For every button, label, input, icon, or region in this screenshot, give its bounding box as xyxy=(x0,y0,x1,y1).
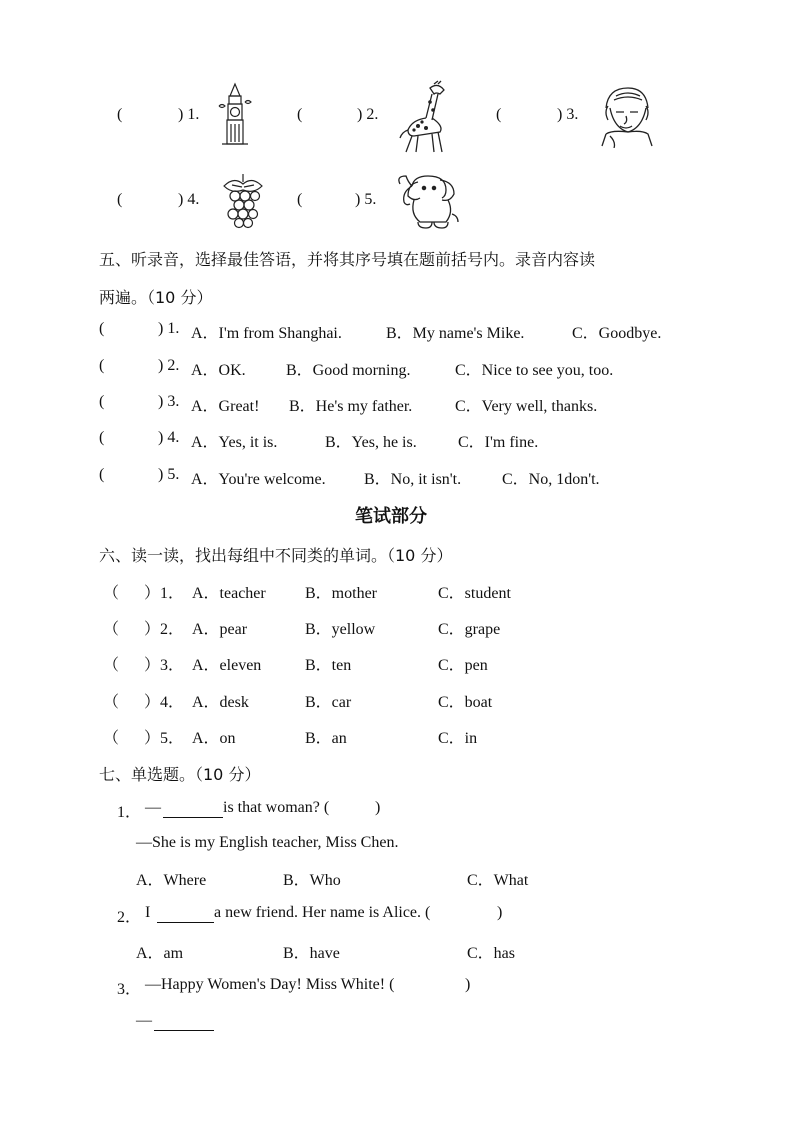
option-a: A．on xyxy=(192,730,236,747)
section-7-heading: 七、单选题。（10 分） xyxy=(99,765,261,784)
answer-paren-open: （ xyxy=(103,657,120,674)
dash: — xyxy=(145,799,161,816)
item-number: ) 4. xyxy=(158,429,180,446)
answer-paren-open: ( xyxy=(99,429,105,446)
answer-paren-close: ) xyxy=(375,799,381,816)
option-a: A．desk xyxy=(192,694,249,711)
option-a: A．pear xyxy=(192,621,248,638)
item-number: ）1． xyxy=(144,585,185,602)
option-b: B．No, it isn't. xyxy=(364,471,462,488)
option-c: C．Very well, thanks. xyxy=(455,398,598,415)
answer-paren-open: （ xyxy=(103,621,120,638)
option-c: C．What xyxy=(467,872,529,889)
question-number: 3． xyxy=(117,981,142,998)
answer-paren-open: ( xyxy=(99,466,105,483)
option-c: C．pen xyxy=(438,657,488,674)
option-c: C．in xyxy=(438,730,478,747)
option-c: C．No, 1don't. xyxy=(502,471,600,488)
giraffe-icon xyxy=(398,80,450,154)
item-number: ）4． xyxy=(144,694,185,711)
item-number: ) 5. xyxy=(158,466,180,483)
option-b: B．Good morning. xyxy=(286,362,411,379)
option-a: A．I'm from Shanghai. xyxy=(191,325,342,342)
option-b: B．mother xyxy=(305,585,377,602)
item-number: ) 4. xyxy=(178,191,200,208)
option-a: A．eleven xyxy=(192,657,262,674)
item-number: ）3． xyxy=(144,657,185,674)
question-text: I xyxy=(145,904,151,921)
option-c: C．boat xyxy=(438,694,493,711)
option-c: C．student xyxy=(438,585,511,602)
answer-paren-close: ) xyxy=(465,976,471,993)
question-text: a new friend. Her name is Alice. ( xyxy=(214,904,431,921)
question-text: is that woman? ( xyxy=(223,799,330,816)
option-c: C．Nice to see you, too. xyxy=(455,362,614,379)
question-text: —Happy Women's Day! Miss White! ( xyxy=(145,976,395,993)
option-b: B．an xyxy=(305,730,347,747)
answer-paren-open: ( xyxy=(117,106,123,123)
elephant-icon xyxy=(396,174,462,232)
answer-paren-open: ( xyxy=(117,191,123,208)
answer-paren-close: ) xyxy=(497,904,503,921)
answer-paren-open: （ xyxy=(103,694,120,711)
option-a: A．Yes, it is. xyxy=(191,434,278,451)
option-a: A．OK. xyxy=(191,362,246,379)
question-number: 1． xyxy=(117,804,142,821)
answer-paren-open: ( xyxy=(99,320,105,337)
option-b: B．yellow xyxy=(305,621,376,638)
answer-paren-open: ( xyxy=(496,106,502,123)
item-number: ) 3. xyxy=(158,393,180,410)
option-b: B．ten xyxy=(305,657,352,674)
option-b: B．have xyxy=(283,945,340,962)
section-6-heading: 六、读一读，找出每组中不同类的单词。（10 分） xyxy=(99,546,453,565)
answer-paren-open: （ xyxy=(103,730,120,747)
item-number: ) 5. xyxy=(355,191,377,208)
item-number: ）2． xyxy=(144,621,185,638)
item-number: ) 2. xyxy=(158,357,180,374)
answer-paren-open: ( xyxy=(99,357,105,374)
grandpa-icon xyxy=(596,84,656,148)
big-ben-icon xyxy=(218,82,252,148)
option-a: A．teacher xyxy=(192,585,266,602)
item-number: ) 1. xyxy=(178,106,200,123)
section-5-heading-cont: 两遍。（10 分） xyxy=(99,288,213,307)
option-a: A．am xyxy=(136,945,184,962)
answer-blank[interactable] xyxy=(163,801,223,818)
answer-blank[interactable] xyxy=(154,1014,214,1031)
answer-paren-open: ( xyxy=(297,191,303,208)
section-5-heading: 五、听录音，选择最佳答语，并将其序号填在题前括号内。录音内容读 xyxy=(99,250,596,269)
item-number: ) 1. xyxy=(158,320,180,337)
option-c: C．I'm fine. xyxy=(458,434,539,451)
answer-paren-open: ( xyxy=(99,393,105,410)
answer-blank[interactable] xyxy=(157,906,214,923)
option-c: C．Goodbye. xyxy=(572,325,662,342)
option-b: B．He's my father. xyxy=(289,398,413,415)
item-number: ）5． xyxy=(144,730,185,747)
written-part-title: 笔试部分 xyxy=(355,506,427,527)
option-b: B．My name's Mike. xyxy=(386,325,525,342)
item-number: ) 2. xyxy=(357,106,379,123)
option-a: A．Great! xyxy=(191,398,260,415)
option-a: A．You're welcome. xyxy=(191,471,326,488)
question-number: 2． xyxy=(117,909,142,926)
option-b: B．Yes, he is. xyxy=(325,434,417,451)
dash: — xyxy=(136,1012,152,1029)
option-a: A．Where xyxy=(136,872,207,889)
answer-paren-open: ( xyxy=(297,106,303,123)
option-c: C．has xyxy=(467,945,516,962)
grapes-icon xyxy=(218,172,268,232)
answer-paren-open: （ xyxy=(103,585,120,602)
option-b: B．car xyxy=(305,694,352,711)
item-number: ) 3. xyxy=(557,106,579,123)
option-b: B．Who xyxy=(283,872,341,889)
answer-line: —She is my English teacher, Miss Chen. xyxy=(136,834,399,851)
option-c: C．grape xyxy=(438,621,501,638)
